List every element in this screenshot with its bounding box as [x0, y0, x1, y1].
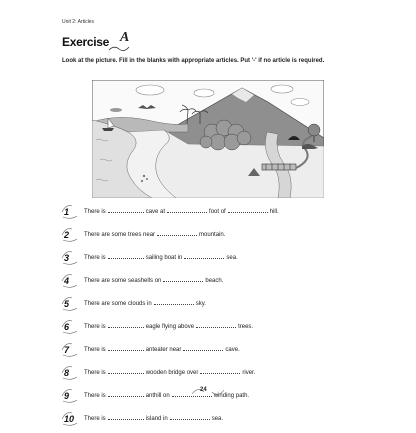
question-number-badge [60, 364, 82, 382]
question-number: 3 [64, 253, 70, 263]
question-number: 10 [64, 414, 75, 424]
answer-blank[interactable] [170, 418, 210, 420]
question-number: 2 [64, 230, 70, 240]
question-number: 5 [64, 299, 70, 309]
answer-blank[interactable] [108, 418, 144, 420]
question-text: There are some trees near mountain. [84, 232, 226, 238]
question-number: 9 [64, 391, 70, 401]
exercise-title: Exercise [62, 35, 109, 49]
question-text: There are some clouds in sky. [84, 301, 206, 307]
question-text: There is anteater near cave. [84, 347, 240, 353]
answer-blank[interactable] [163, 280, 203, 282]
answer-blank[interactable] [108, 326, 144, 328]
answer-blank[interactable] [200, 372, 240, 374]
question-item [60, 295, 370, 318]
answer-blank[interactable] [196, 326, 236, 328]
question-number: 4 [64, 276, 70, 286]
answer-blank[interactable] [108, 349, 144, 351]
question-number-badge [60, 387, 82, 405]
landscape-illustration [92, 80, 324, 198]
question-number: 1 [64, 207, 70, 217]
question-item [60, 341, 370, 364]
answer-blank[interactable] [108, 395, 144, 397]
question-text: There is wooden bridge over river. [84, 370, 256, 376]
question-text: There is cave at foot of hill. [84, 209, 279, 215]
instruction-text: Look at the picture. Fill in the blanks with appropriate articles. Put '-' if no article is required. [62, 58, 325, 64]
unit-label: Unit 2: Articles [62, 19, 94, 25]
question-number-badge [60, 318, 82, 336]
answer-blank[interactable] [157, 234, 197, 236]
question-number-badge [60, 410, 82, 428]
question-number-badge [60, 272, 82, 290]
question-item [60, 226, 370, 249]
question-number-badge [60, 295, 82, 313]
question-number-badge [60, 203, 82, 221]
page-number: 24 [200, 387, 207, 393]
question-number-badge [60, 341, 82, 359]
wooden-bridge [262, 164, 296, 170]
swirl-decoration-icon [108, 44, 130, 52]
question-item [60, 203, 370, 226]
question-number-badge [60, 226, 82, 244]
answer-blank[interactable] [154, 303, 194, 305]
exercise-letter: A [120, 30, 130, 45]
answer-blank[interactable] [183, 349, 223, 351]
answer-blank[interactable] [108, 211, 144, 213]
answer-blank[interactable] [108, 257, 144, 259]
question-number-badge [60, 249, 82, 267]
question-text: There is island in sea. [84, 416, 224, 422]
question-text: There is sailing boat in sea. [84, 255, 238, 261]
answer-blank[interactable] [108, 372, 144, 374]
question-item [60, 249, 370, 272]
island-icon [110, 108, 122, 112]
question-number: 8 [64, 368, 70, 378]
answer-blank[interactable] [167, 211, 207, 213]
question-item [60, 410, 370, 433]
answer-blank[interactable] [184, 257, 224, 259]
question-item [60, 364, 370, 387]
question-text: There is anthill on winding path. [84, 393, 250, 399]
question-list [60, 203, 370, 433]
question-number: 7 [64, 345, 70, 355]
question-item [60, 272, 370, 295]
question-number: 6 [64, 322, 70, 332]
question-item [60, 318, 370, 341]
answer-blank[interactable] [228, 211, 268, 213]
question-text: There are some seashells on beach. [84, 278, 224, 284]
question-text: There is eagle flying above trees. [84, 324, 254, 330]
page-number-badge [190, 385, 226, 397]
